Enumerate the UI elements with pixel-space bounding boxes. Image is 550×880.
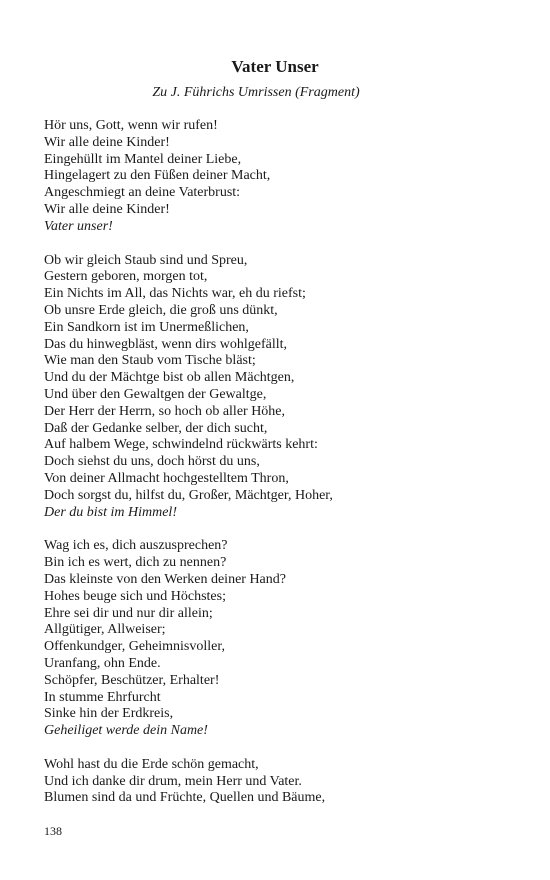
page-number: 138 xyxy=(44,824,62,838)
stanza xyxy=(44,757,514,807)
stanza xyxy=(44,253,514,522)
poem-line: Von deiner Allmacht hochgestelltem Thron, xyxy=(44,470,289,486)
poem-line: Offenkundger, Geheimnisvoller, xyxy=(44,639,225,655)
poem-line: Doch siehst du uns, doch hörst du uns, xyxy=(44,454,260,470)
poem-line: Der Herr der Herrn, so hoch ob aller Höhe, xyxy=(44,403,286,419)
poem-line: Bin ich es wert, dich zu nennen? xyxy=(44,555,227,571)
poem-line: Angeschmiegt an deine Vaterbrust: xyxy=(44,185,241,201)
poem-line: Ob wir gleich Staub sind und Spreu, xyxy=(44,252,248,268)
poem-line: Wir alle deine Kinder! xyxy=(44,201,170,217)
poem-line: Daß der Gedanke selber, der dich sucht, xyxy=(44,420,268,436)
poem-line: Wir alle deine Kinder! xyxy=(44,134,170,150)
stanza xyxy=(44,538,514,740)
poem-line: Gestern geboren, morgen tot, xyxy=(44,269,208,285)
poem-line: Ehre sei dir und nur dir allein; xyxy=(44,605,213,621)
poem-line: Hör uns, Gott, wenn wir rufen! xyxy=(44,118,218,133)
poem-line: Und über den Gewaltgen der Gewaltge, xyxy=(44,386,267,402)
poem-line: Hingelagert zu den Füßen deiner Macht, xyxy=(44,168,271,184)
poem-line: Das kleinste von den Werken deiner Hand? xyxy=(44,571,286,587)
poem-line: Der du bist im Himmel! xyxy=(44,504,177,520)
poem-line: Und du der Mächtge bist ob allen Mächtgen, xyxy=(44,370,295,386)
poem-title: Vater Unser xyxy=(231,57,319,76)
poem-line: Wag ich es, dich auszusprechen? xyxy=(44,538,228,554)
poem-line: Ein Sandkorn ist im Unermeßlichen, xyxy=(44,319,249,335)
poem-line: In stumme Ehrfurcht xyxy=(44,689,161,705)
poem-line: Uranfang, ohn Ende. xyxy=(44,655,161,671)
poem-line: Allgütiger, Allweiser; xyxy=(44,622,166,638)
poem-body xyxy=(44,118,514,824)
poem-subtitle: Zu J. Führichs Umrissen (Fragment) xyxy=(152,85,360,100)
poem-line: Hohes beuge sich und Höchstes; xyxy=(44,588,226,604)
poem-line: Wohl hast du die Erde schön gemacht, xyxy=(44,756,259,772)
poem-line: Wie man den Staub vom Tische bläst; xyxy=(44,353,256,369)
stanza xyxy=(44,118,514,236)
poem-line: Schöpfer, Beschützer, Erhalter! xyxy=(44,672,220,688)
poem-line: Eingehüllt im Mantel deiner Liebe, xyxy=(44,151,242,167)
poem-line: Das du hinwegbläst, wenn dirs wohlgefällt, xyxy=(44,336,288,352)
poem-line: Ein Nichts im All, das Nichts war, eh du riefst; xyxy=(44,286,306,302)
poem-line: Blumen sind da und Früchte, Quellen und Bäume, xyxy=(44,790,326,806)
poem-line: Und ich danke dir drum, mein Herr und Vater. xyxy=(44,773,302,789)
poem-line: Doch sorgst du, hilfst du, Großer, Mächtger, Hoher, xyxy=(44,487,333,503)
poem-line: Ob unsre Erde gleich, die groß uns dünkt, xyxy=(44,302,278,318)
poem-line: Geheiliget werde dein Name! xyxy=(44,723,208,739)
poem-line: Auf halbem Wege, schwindelnd rückwärts kehrt: xyxy=(44,437,318,453)
poem-line: Sinke hin der Erdkreis, xyxy=(44,706,174,722)
poem-line: Vater unser! xyxy=(44,218,113,234)
